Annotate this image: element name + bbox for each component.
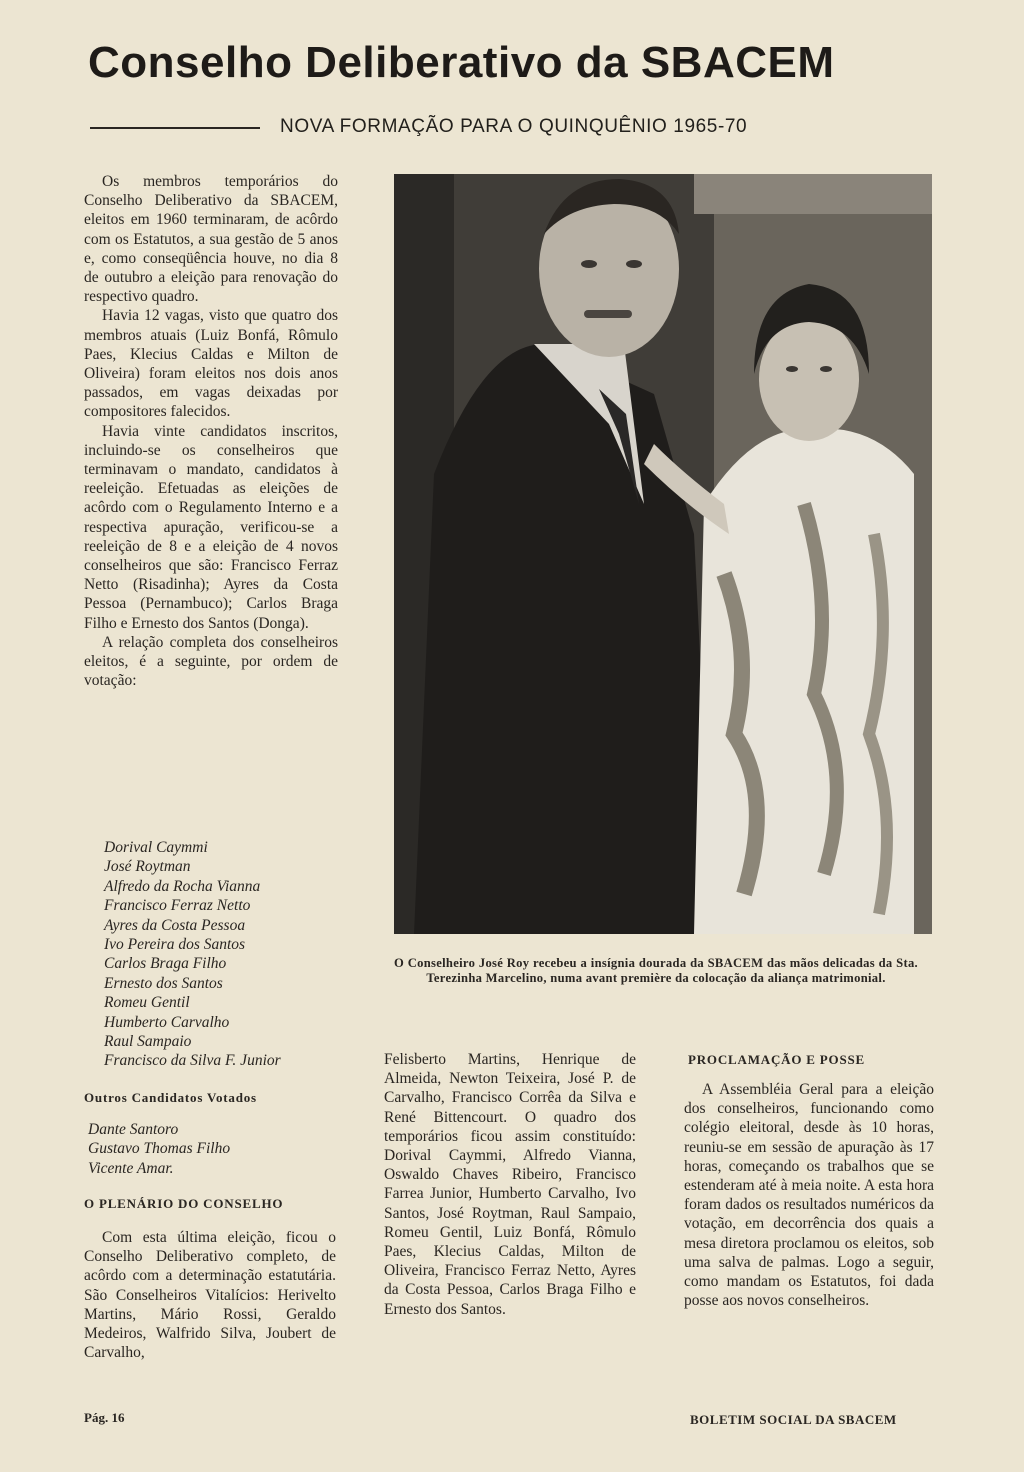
proclamacao-heading: PROCLAMAÇÃO E POSSE [688,1052,865,1067]
list-item: Gustavo Thomas Filho [88,1140,231,1158]
page-title: Conselho Deliberativo da SBACEM [88,38,835,87]
outros-heading: Outros Candidatos Votados [84,1090,257,1105]
list-item: Ayres da Costa Pessoa [104,916,246,934]
page-subtitle: NOVA FORMAÇÃO PARA O QUINQUÊNIO 1965-70 [280,116,748,137]
paragraph: Havia 12 vagas, visto que quatro dos membros atuais (Luiz Bonfá, Rômulo Paes, Klecius Caldas e Milton de Oliveira) foram eleitos nos dois anos passados, em vagas deixadas por compositores falecidos. [84,307,338,421]
list-item: Francisco Ferraz Netto [104,897,251,915]
list-item: Dante Santoro [88,1121,179,1138]
list-item: Romeu Gentil [104,994,190,1012]
list-item: José Roytman [104,858,191,876]
paragraph: Felisberto Martins, Henrique de Almeida, Newton Teixeira, José P. de Carvalho, Francisco Corrêa da Silva e René Bittencourt. O quadro dos temporários ficou assim constituído: Dorival Caymmi, Alfredo Vianna, Oswaldo Chaves Ribeiro, Francisco Farrea Junior, Humberto Carvalho, Ivo Santos, José Roytman, Raul Sampaio, Romeu Gentil, Luiz Bonfá, Rômulo Paes, Klecius Caldas, Milton de Oliveira, Francisco Ferraz Netto, Ayres da Costa Pessoa, Carlos Braga Filho e Ernesto dos Santos. [384,1051,636,1318]
paragraph: Havia vinte candidatos inscritos, incluindo-se os conselheiros que terminavam o mandato, candidatos à reeleição. Efetuadas as eleições de acôrdo com o Regulamento Interno e a respectiva apuração, verificou-se a reeleição de 8 e a eleição de 4 novos conselheiros que são: Francisco Ferraz Netto (Risadinha); Ayres da Costa Pessoa (Pernambuco); Carlos Braga Filho e Ernesto dos Santos (Donga). [84,422,338,632]
elected-list [104,838,281,1071]
paragraph: Os membros temporários do Conselho Deliberativo da SBACEM, eleitos em 1960 terminaram, de acôrdo com os Estatutos, a sua gestão de 5 anos e, como conseqüência houve, no dia 8 de outubro a eleição para renovação do respectivo quadro. [84,173,338,306]
list-item: Raul Sampaio [104,1033,192,1051]
intro-article [84,172,338,690]
plenario-article [84,1228,336,1362]
plenario-heading: O PLENÁRIO DO CONSELHO [84,1196,284,1211]
list-item: Ernesto dos Santos [104,974,223,992]
page-number: Pág. 16 [84,1410,125,1425]
list-item: Francisco da Silva F. Junior [104,1052,281,1070]
list-item: Ivo Pereira dos Santos [104,936,246,954]
list-item: Alfredo da Rocha Vianna [104,877,261,895]
proclamacao-article [684,1080,934,1310]
paragraph: A Assembléia Geral para a eleição dos conselheiros, funcionando como colégio eleitoral, desde às 10 horas, reuniu-se em sessão de apuração às 17 horas, começando os trabalhos que se estenderam até à meia noite. A esta hora foram dados os resultados numéricos da votação, em decorrência dos quais a mesa diretora proclamou os eleitos, sob uma salva de palmas. Logo a seguir, como mandam os Estatutos, foi dada posse aos novos conselheiros. [684,1081,934,1310]
outros-list [88,1120,230,1178]
publication-name: BOLETIM SOCIAL DA SBACEM [690,1412,897,1427]
list-item: Vicente Amar. [88,1159,174,1177]
paragraph: Com esta última eleição, ficou o Conselho Deliberativo completo, de acôrdo com a determinação estatutária. São Conselheiros Vitalícios: Herivelto Martins, Mário Rossi, Geraldo Medeiros, Walfrido Silva, Joubert de Carvalho, [84,1229,336,1362]
photo [394,174,932,934]
council-list-article [384,1050,636,1319]
list-item: Dorival Caymmi [104,839,208,856]
paragraph: A relação completa dos conselheiros eleitos, é a seguinte, por ordem de votação: [84,633,338,690]
photo-caption: O Conselheiro José Roy recebeu a insígnia dourada da SBACEM das mãos delicadas da Sta. Terezinha Marcelino, numa avant première da colocação da aliança matrimonial. [394,956,918,985]
subtitle-rule [90,127,260,129]
list-item: Humberto Carvalho [104,1013,230,1031]
photo-illustration [394,174,932,934]
list-item: Carlos Braga Filho [104,955,227,973]
